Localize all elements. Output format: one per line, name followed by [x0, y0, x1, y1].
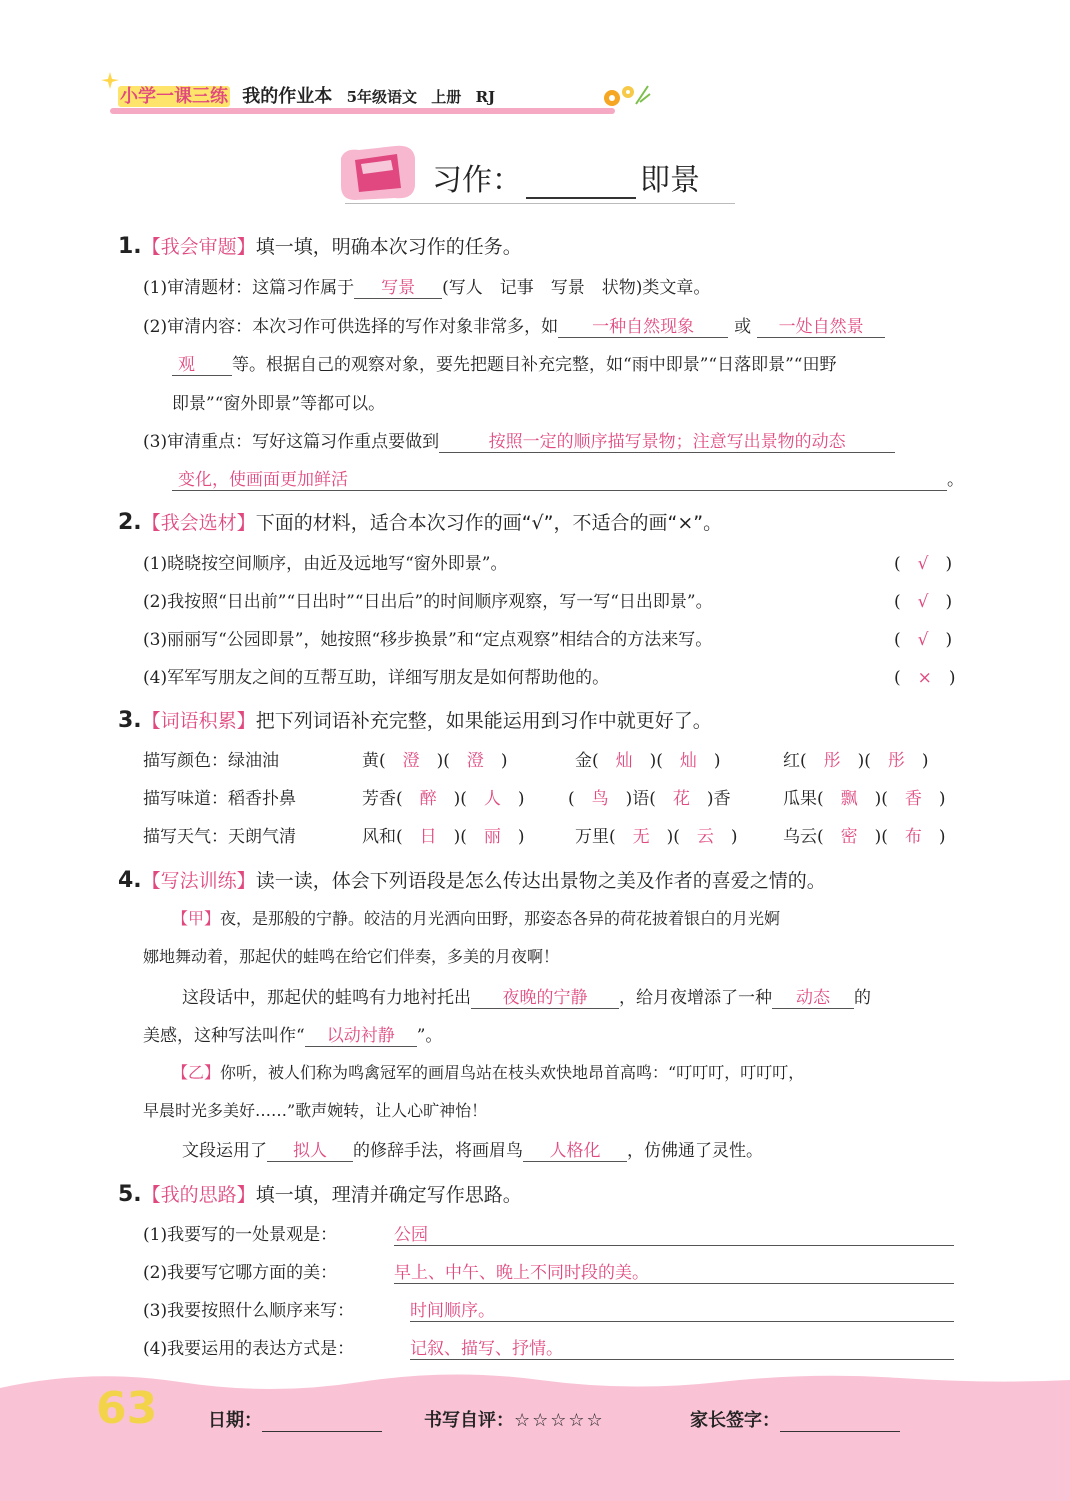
passage-yi-line1: 【乙】你听，被人们称为鸣禽冠军的画眉鸟站在枝头欢快地昂首高鸣：“叮叮叮，叮叮叮， — [172, 1063, 805, 1082]
q1-answer4a[interactable]: 按照一定的顺序描写景物；注意写出景物的动态 — [439, 427, 895, 453]
q1-heading: 1.【我会审题】填一填，明确本次习作的任务。 — [118, 234, 522, 259]
title-blank[interactable] — [526, 169, 636, 199]
q1-part2-line3: 即景”“窗外即景”等都可以。 — [172, 394, 386, 414]
parent-signature-field[interactable]: 家长签字： — [690, 1406, 900, 1432]
q2-mark-3[interactable]: ( √ ) — [894, 630, 953, 650]
passage-jia-line2: 娜地舞动着，那起伏的蛙鸣在给它们伴奏，多美的月夜啊！ — [143, 947, 560, 966]
q4-jia-question: 这段话中，那起伏的蛙鸣有力地衬托出 夜晚的宁静 ，给月夜增添了一种 动态 的 — [182, 983, 871, 1009]
edition: RJ — [475, 88, 496, 106]
passage-jia-line1: 【甲】夜，是那般的宁静。皎洁的月光洒向田野，那姿态各异的荷花披着银白的月光婀 — [172, 909, 781, 928]
q3-row-3-label: 描写天气：天朗气清 — [143, 827, 296, 847]
page-number: 63 — [96, 1383, 158, 1434]
q2-mark-4[interactable]: ( × ) — [894, 668, 956, 688]
q5-item-2: (2)我要写它哪方面的美： — [143, 1263, 338, 1283]
grade: 5年级语文 — [346, 88, 417, 106]
header — [118, 82, 495, 108]
q4-answer5[interactable]: 人格化 — [523, 1136, 627, 1162]
q5-answer-4[interactable]: 记叙、描写、抒情。 — [410, 1334, 954, 1360]
q3-row-1-word3[interactable]: 红( 彤 )( 彤 ) — [783, 751, 929, 771]
q4-answer1[interactable]: 夜晚的宁静 — [471, 983, 619, 1009]
q5-item-4: (4)我要运用的表达方式是： — [143, 1339, 355, 1359]
self-evaluation: 书写自评：☆☆☆☆☆ — [424, 1410, 605, 1431]
sparkle-icon — [98, 70, 122, 90]
q4-yi-question: 文段运用了 拟人 的修辞手法，将画眉鸟 人格化 ，仿佛通了灵性。 — [182, 1136, 763, 1162]
lesson-title: 习作： 即景 — [432, 163, 700, 198]
q1-answer4b[interactable]: 变化，使画面更加鲜活 — [172, 465, 947, 491]
q3-row-3-word2[interactable]: 万里( 无 )( 云 ) — [575, 827, 738, 847]
q2-item-3: (3)丽丽写“公园即景”，她按照“移步换景”和“定点观察”相结合的方法来写。 — [143, 630, 713, 650]
q1-answer2[interactable]: 一种自然现象 — [558, 312, 728, 338]
q3-heading: 3.【词语积累】把下列词语补充完整，如果能运用到习作中就更好了。 — [118, 708, 712, 733]
q2-item-2: (2)我按照“日出前”“日出时”“日出后”的时间顺序观察，写一写“日出即景”。 — [143, 592, 713, 612]
q4-answer4[interactable]: 拟人 — [267, 1136, 353, 1162]
folder-icon — [335, 140, 425, 206]
q1-part3-cont: 变化，使画面更加鲜活 。 — [172, 465, 964, 491]
q3-row-3-word1[interactable]: 风和( 日 )( 丽 ) — [362, 827, 525, 847]
q5-item-3: (3)我要按照什么顺序来写： — [143, 1301, 355, 1321]
book-title: 我的作业本 — [242, 86, 333, 107]
q4-heading: 4.【写法训练】读一读，体会下列语段是怎么传达出景物之美及作者的喜爱之情的。 — [118, 868, 826, 893]
q2-mark-2[interactable]: ( √ ) — [894, 592, 953, 612]
q1-part2-cont: 观 等。根据自己的观察对象，要先把题目补充完整，如“雨中即景”“日落即景”“田野 — [172, 350, 836, 376]
passage-yi-line2: 早晨时光多美好……”歌声婉转，让人心旷神怡！ — [143, 1101, 488, 1120]
q1-answer3b[interactable]: 观 — [172, 350, 232, 376]
q3-row-3-word3[interactable]: 乌云( 密 )( 布 ) — [783, 827, 946, 847]
q1-answer3a[interactable]: 一处自然景 — [757, 312, 885, 338]
footer-wave — [0, 1368, 1070, 1501]
q1-part2: (2)审清内容：本次习作可供选择的写作对象非常多，如 一种自然现象 或 一处自然景 — [143, 312, 885, 338]
q1-answer1[interactable]: 写景 — [354, 273, 442, 299]
q2-item-1: (1)晓晓按空间顺序，由近及远地写“窗外即景”。 — [143, 554, 508, 574]
star-rating[interactable]: ☆☆☆☆☆ — [514, 1410, 605, 1431]
title-underline — [345, 203, 735, 204]
q3-row-1-label: 描写颜色：绿油油 — [143, 751, 279, 771]
q5-answer-2[interactable]: 早上、中午、晚上不同时段的美。 — [394, 1258, 954, 1284]
q3-row-2-label: 描写味道：稻香扑鼻 — [143, 789, 296, 809]
q5-heading: 5.【我的思路】填一填，理清并确定写作思路。 — [118, 1182, 522, 1207]
q1-part3: (3)审清重点：写好这篇习作重点要做到 按照一定的顺序描写景物；注意写出景物的动态 — [143, 427, 895, 453]
q2-mark-1[interactable]: ( √ ) — [894, 554, 953, 574]
q3-row-2-word1[interactable]: 芳香( 醉 )( 人 ) — [362, 789, 525, 809]
header-divider — [110, 108, 615, 114]
q4-answer2[interactable]: 动态 — [772, 983, 854, 1009]
q2-heading: 2.【我会选材】下面的材料，适合本次习作的画“√”，不适合的画“×”。 — [118, 510, 723, 535]
q3-row-1-word2[interactable]: 金( 灿 )( 灿 ) — [575, 751, 721, 771]
brand: 小学一课三练 — [120, 86, 228, 107]
q5-answer-3[interactable]: 时间顺序。 — [410, 1296, 954, 1322]
volume: 上册 — [431, 88, 462, 106]
q4-answer3[interactable]: 以动衬静 — [305, 1021, 417, 1047]
q2-item-4: (4)军军写朋友之间的互帮互助，详细写朋友是如何帮助他的。 — [143, 668, 610, 688]
date-field[interactable]: 日期： — [208, 1406, 382, 1432]
q3-row-2-word2[interactable]: ( 鸟 )语( 花 )香 — [568, 789, 731, 809]
q5-item-1: (1)我要写的一处景观是： — [143, 1225, 338, 1245]
q1-part1: (1)审清题材：这篇习作属于 写景 (写人 记事 写景 状物)类文章。 — [143, 273, 710, 299]
q3-row-2-word3[interactable]: 瓜果( 飘 )( 香 ) — [783, 789, 946, 809]
q4-jia-question2: 美感，这种写法叫作“ 以动衬静 ”。 — [143, 1021, 442, 1047]
q5-answer-1[interactable]: 公园 — [394, 1220, 954, 1246]
q3-row-1-word1[interactable]: 黄( 澄 )( 澄 ) — [362, 751, 508, 771]
